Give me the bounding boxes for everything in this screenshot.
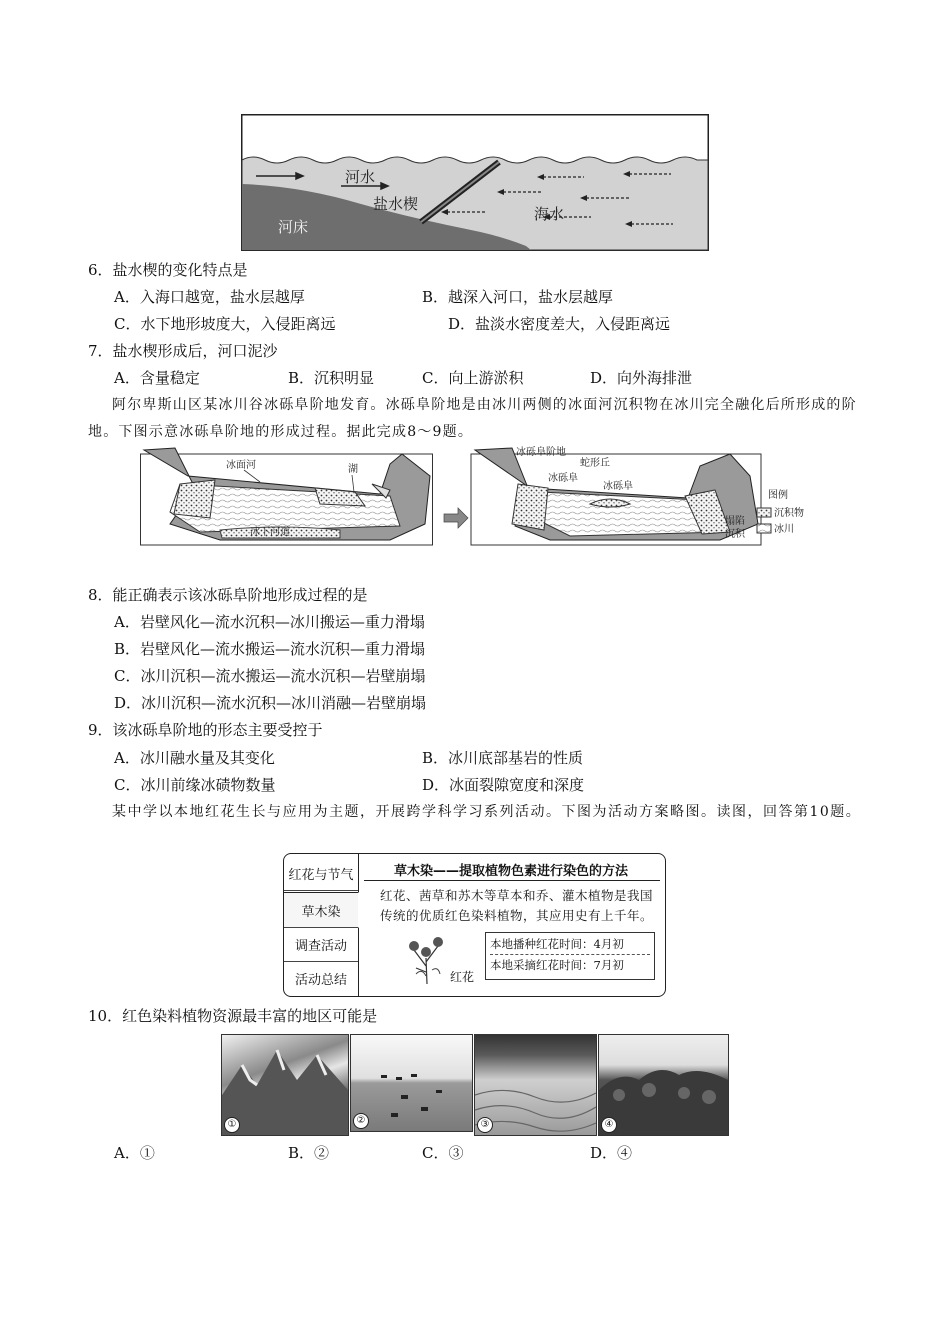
q9-option-d[interactable]: D．冰面裂隙宽度和深度 [422, 776, 585, 794]
q10-option-c[interactable]: C．③ [422, 1144, 464, 1162]
q9-option-c[interactable]: C．冰川前缘冰碛物数量 [114, 776, 276, 794]
esker-label: 蛇形丘 [580, 458, 610, 469]
q10-option-a[interactable]: A．① [114, 1144, 155, 1162]
q8-option-d[interactable]: D．冰川沉积—流水沉积—冰川消融—岩壁崩塌 [114, 694, 427, 712]
q6-option-b[interactable]: B．越深入河口，盐水层越厚 [422, 288, 614, 306]
legend-title: 图例 [768, 490, 788, 501]
legend-glacier-label: 冰川 [774, 524, 794, 535]
q7-option-a[interactable]: A．含量稳定 [114, 369, 200, 387]
q9-option-b[interactable]: B．冰川底部基岩的性质 [422, 749, 584, 767]
salt-wedge-diagram [241, 114, 709, 251]
process-arrow [444, 508, 468, 528]
collapse-label-line2: 沉积 [725, 529, 745, 540]
passage-safflower: 某中学以本地红花生长与应用为主题，开展跨学科学习系列活动。下图为活动方案略图。读图，回答第10题。 [112, 804, 862, 820]
legend-sediment-label: 沉积物 [774, 508, 804, 519]
photo-4-forest [598, 1034, 729, 1136]
q10-option-d[interactable]: D．④ [590, 1144, 633, 1162]
plant-label: 红花 [450, 970, 475, 984]
safflower-illustration [402, 928, 452, 986]
menu-item-summary[interactable]: 活动总结 [294, 972, 347, 988]
collapse-label-line1: 塌陷 [725, 516, 745, 527]
q6-option-a[interactable]: A．入海口越宽，盐水层越厚 [114, 288, 305, 306]
passage-kame-terrace: 阿尔卑斯山区某冰川谷冰砾阜阶地发育。冰砾阜阶地是由冰川两侧的冰面河沉积物在冰川完全融化后所形成的阶地。下图示意冰砾阜阶地的形成过程。据此完成8～9题。 [88, 397, 857, 440]
q6-option-d[interactable]: D．盐淡水密度差大，入侵距离远 [448, 315, 671, 333]
kame-terrace-diagram [140, 444, 820, 550]
photo-number-3: ③ [477, 1117, 493, 1133]
q8-option-a[interactable]: A．岩壁风化—流水沉积—冰川搬运—重力滑塌 [114, 613, 425, 631]
menu-item-solar-terms[interactable]: 红花与节气 [284, 856, 358, 891]
photo-number-1: ① [224, 1117, 240, 1133]
q7-stem: 7．盐水楔形成后，河口泥沙 [88, 342, 278, 360]
q9-option-a[interactable]: A．冰川融水量及其变化 [114, 749, 275, 767]
kame-label-right: 冰砾阜 [603, 481, 633, 492]
sea-water-label: 海水 [534, 205, 565, 223]
photo-number-4: ④ [601, 1117, 617, 1133]
surface-river-label: 冰面河 [226, 460, 256, 471]
legend-sediment-swatch [757, 508, 771, 517]
legend-glacier-swatch [757, 524, 771, 533]
planting-times-box [485, 932, 655, 980]
q10-option-b[interactable]: B．② [288, 1144, 330, 1162]
q7-option-d[interactable]: D．向外海排泄 [590, 369, 693, 387]
photo-number-2: ② [353, 1113, 369, 1129]
river-water-label: 河水 [345, 168, 376, 186]
lake-label: 湖 [348, 464, 358, 475]
q9-stem: 9．该冰砾阜阶地的形态主要受控于 [88, 721, 323, 739]
salt-wedge-label: 盐水楔 [373, 195, 419, 213]
menu-item-plant-dye[interactable]: 草木染 [284, 892, 359, 928]
q10-stem: 10．红色染料植物资源最丰富的地区可能是 [88, 1007, 378, 1025]
river-bed-label: 河床 [278, 218, 309, 236]
subglacial-channel-label: 冰下河道 [250, 527, 290, 538]
activity-menu [284, 854, 359, 996]
sowing-time: 本地播种红花时间：4月初 [490, 934, 650, 955]
photo-3-desert [474, 1034, 597, 1136]
q8-option-c[interactable]: C．冰川沉积—流水搬运—流水沉积—岩壁崩塌 [114, 667, 426, 685]
plan-description: 红花、茜草和苏木等草本和乔、灌木植物是我国传统的优质红色染料植物，其应用史有上千年。 [380, 888, 654, 923]
harvest-time: 本地采摘红花时间：7月初 [490, 958, 624, 972]
activity-plan-panel [283, 853, 666, 997]
kame-terrace-label: 冰砾阜阶地 [516, 447, 566, 458]
photo-2-grassland [350, 1034, 473, 1132]
q7-option-c[interactable]: C．向上游淤积 [422, 369, 524, 387]
menu-item-survey[interactable]: 调查活动 [284, 927, 358, 962]
q7-option-b[interactable]: B．沉积明显 [288, 369, 375, 387]
plan-title: 草木染——提取植物色素进行染色的方法 [393, 864, 628, 879]
q8-option-b[interactable]: B．岩壁风化—流水搬运—流水沉积—重力滑塌 [114, 640, 426, 658]
kame-label-left: 冰砾阜 [548, 473, 578, 484]
q6-option-c[interactable]: C．水下地形坡度大，入侵距离远 [114, 315, 336, 333]
photo-1-mountains [221, 1034, 349, 1136]
q8-stem: 8．能正确表示该冰砾阜阶地形成过程的是 [88, 586, 368, 604]
q6-stem: 6．盐水楔的变化特点是 [88, 261, 248, 279]
